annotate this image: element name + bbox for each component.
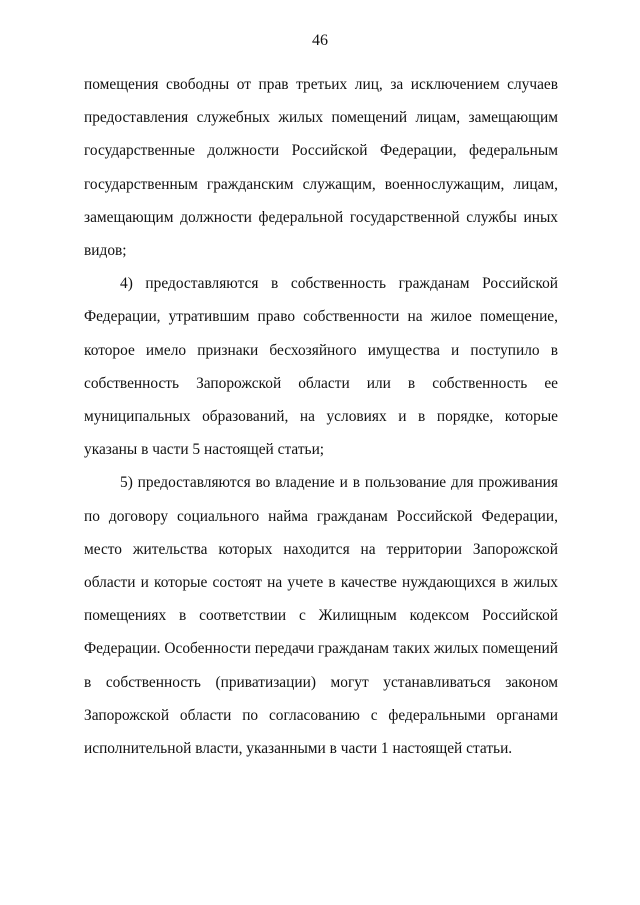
page-number: 46 [312, 32, 328, 49]
paragraph-continuation: помещения свободны от прав третьих лиц, за исключением случаев предоставления служебных жилых помещений лицам, замещающим государственные должности Российской Федерации, федеральным государственным гражданским служащим, военнослужащим, лицам, замещающим должности федеральной государственной службы иных видов; [84, 76, 558, 260]
paragraph-item-4: 4) предоставляются в собственность гражданам Российской Федерации, утратившим право собственности на жилое помещение, которое имело признаки бесхозяйного имущества и поступило в собственность Запорожской области или в собственность ее муниципальных образований, на условиях и в порядке, которые указаны в части 5 настоящей статьи; [84, 275, 558, 459]
paragraph-item-5: 5) предоставляются во владение и в пользование для проживания по договору социального найма гражданам Российской Федерации, место жительства которых находится на территории Запорожской области и которые состоят на учете в качестве нуждающихся в жилых помещениях в соответствии с Жилищным кодексом Российской Федерации. Особенности передачи гражданам таких жилых помещений в собственность (приватизации) могут устанавливаться законом Запорожской области по согласованию с федеральными органами исполнительной власти, указанными в части 1 настоящей статьи. [84, 474, 558, 758]
document-body [84, 68, 558, 765]
